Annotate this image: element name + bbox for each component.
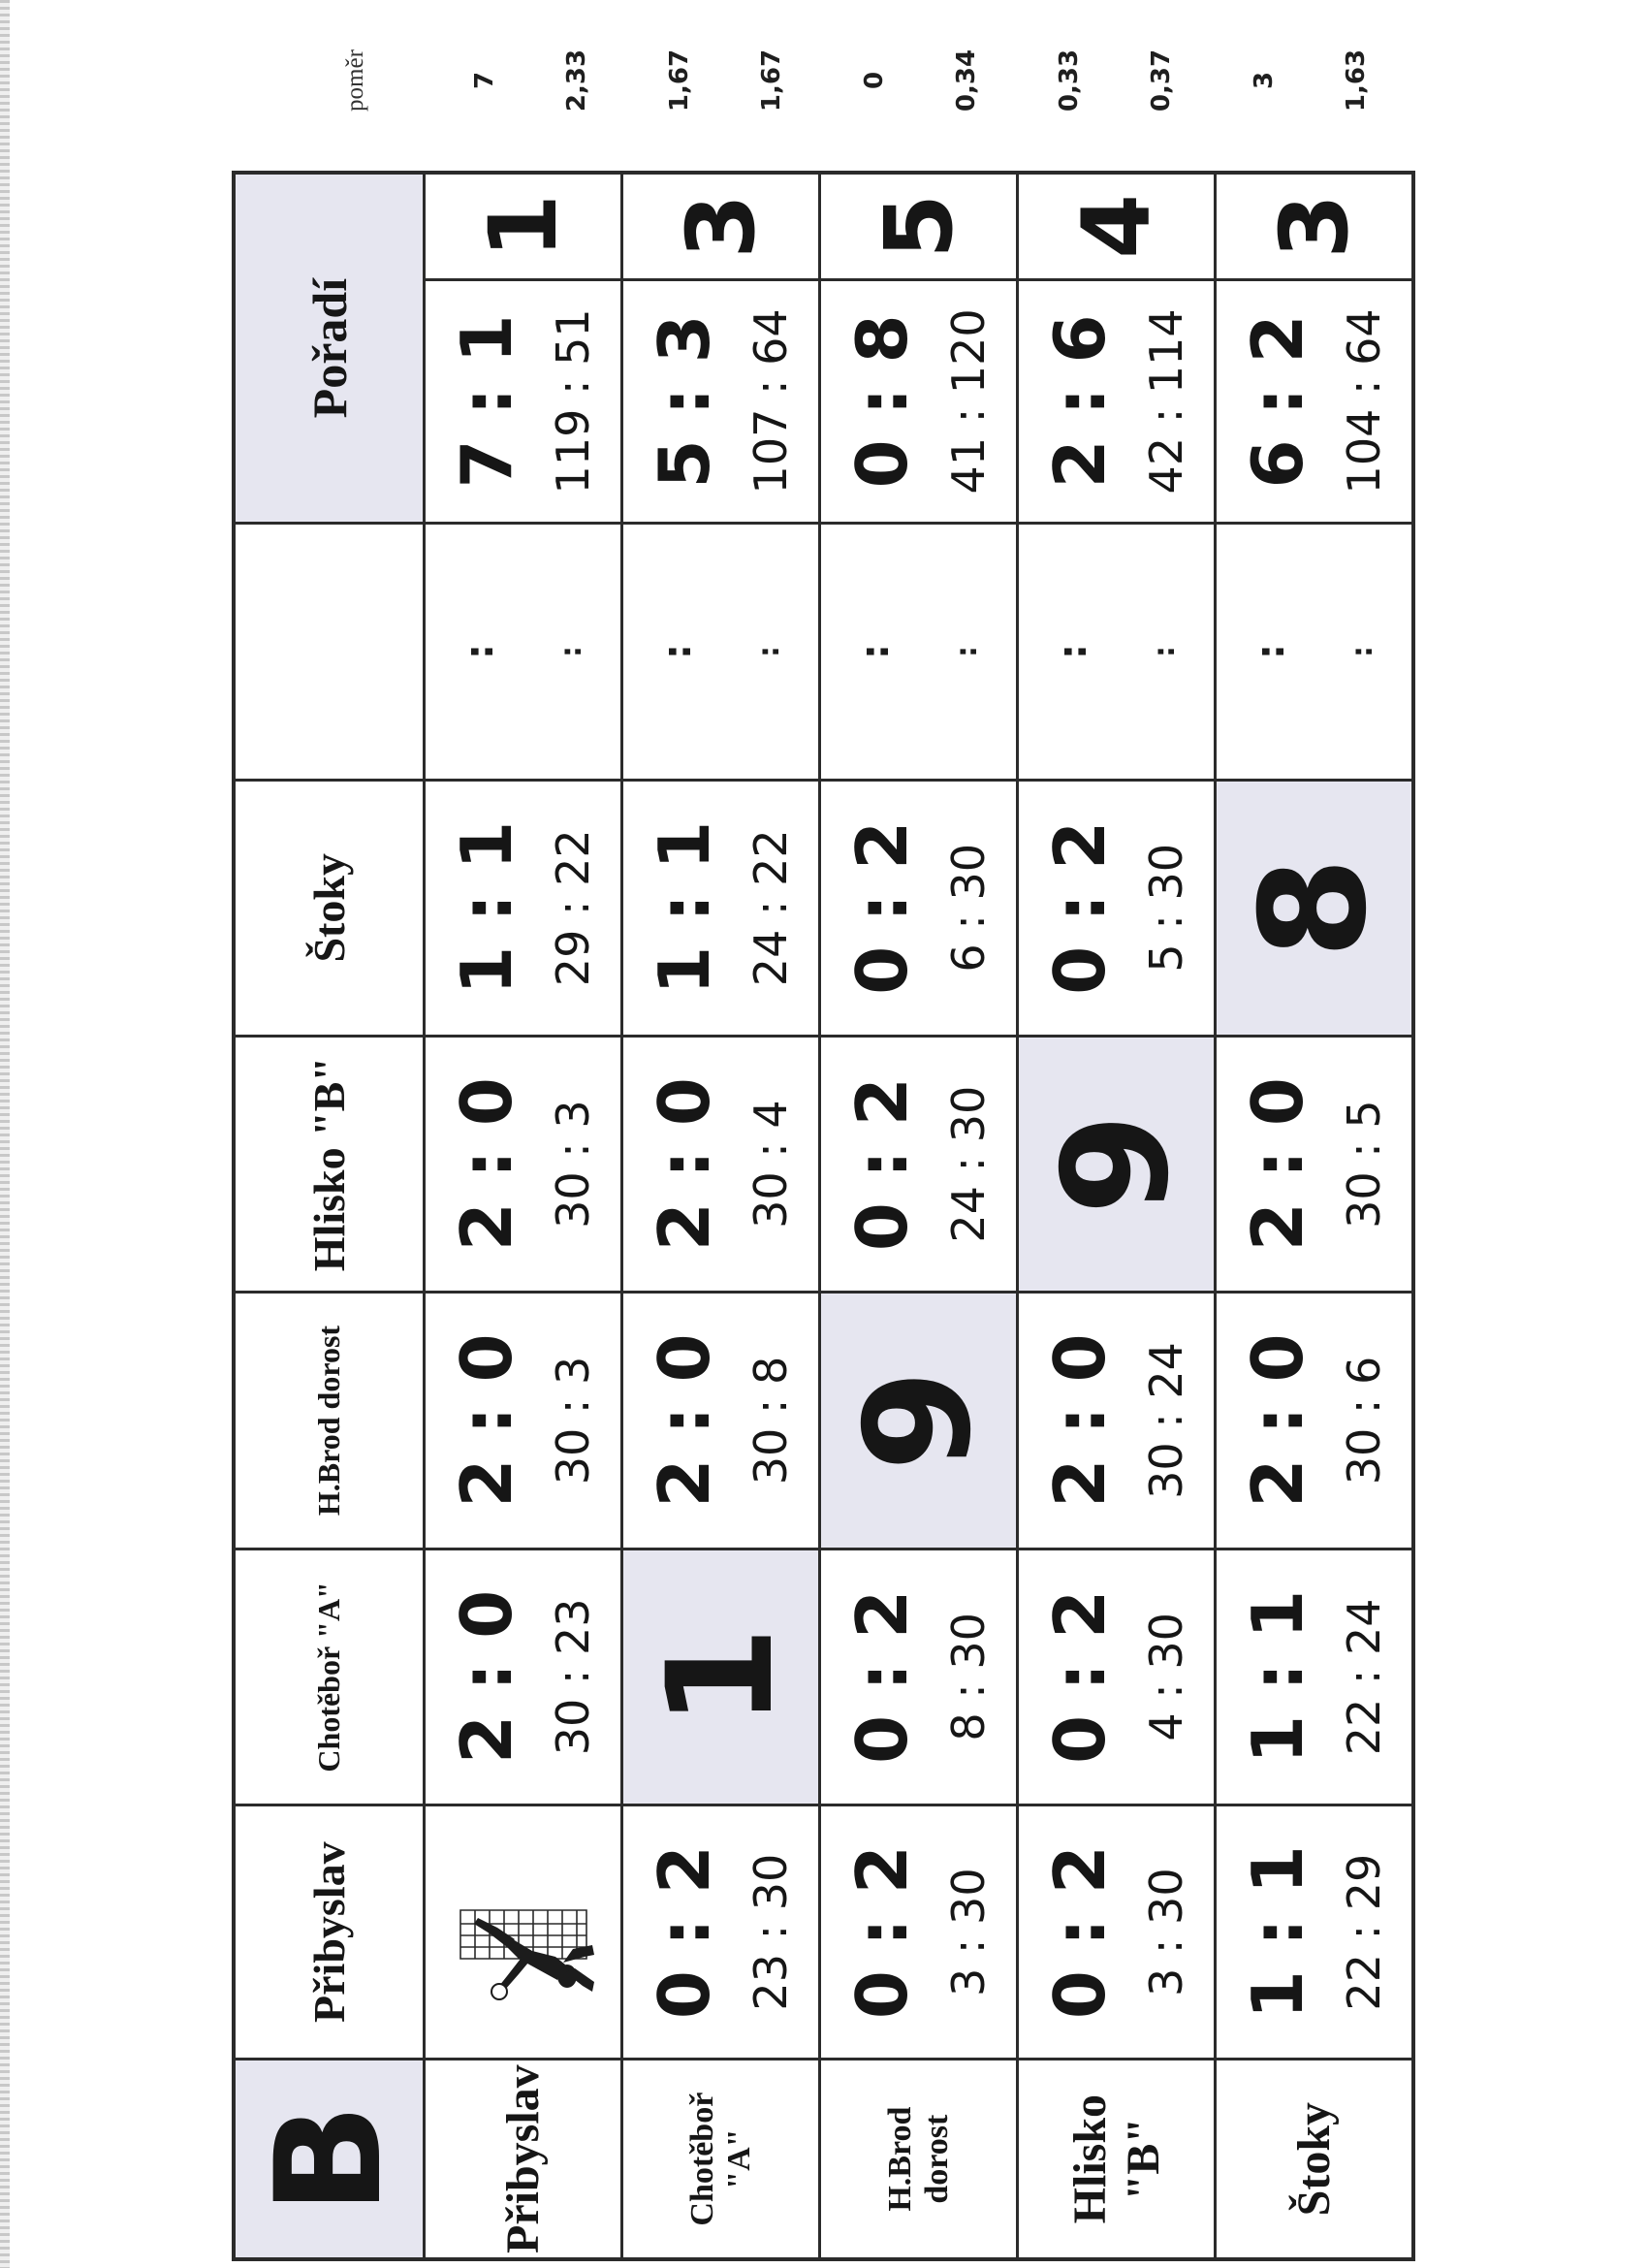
team-name: Štoky bbox=[1288, 2101, 1340, 2217]
point-score: 23 : 30 bbox=[744, 1853, 797, 2011]
diagonal-cell bbox=[1018, 1036, 1216, 1292]
blank-result bbox=[1019, 525, 1214, 778]
point-score: 24 : 22 bbox=[744, 829, 797, 987]
team-row bbox=[820, 173, 1018, 2259]
row-header bbox=[1216, 2060, 1414, 2259]
set-score: 0 : 2 bbox=[1038, 820, 1121, 995]
rank-number: 4 bbox=[1061, 193, 1171, 259]
match-result bbox=[426, 1294, 620, 1547]
point-score: 30 : 23 bbox=[546, 1598, 599, 1756]
set-score: 0 : 2 bbox=[840, 1845, 923, 2020]
col-header-chotebor-a: Chotěboř "A" bbox=[234, 1549, 425, 1805]
match-cell bbox=[1018, 1805, 1216, 2060]
blank-match-cell bbox=[622, 524, 820, 780]
match-cell bbox=[1216, 1549, 1414, 1805]
summary-result bbox=[821, 281, 1016, 523]
set-score: 2 : 0 bbox=[1236, 1077, 1318, 1252]
blank-sets: : bbox=[1248, 643, 1293, 659]
set-score: 1 : 1 bbox=[643, 820, 725, 995]
set-score: 0 : 2 bbox=[643, 1845, 725, 2020]
summary-result bbox=[1019, 281, 1214, 523]
blank-points: : bbox=[949, 645, 984, 657]
summary-result bbox=[623, 281, 818, 523]
blank-match-cell bbox=[425, 524, 622, 780]
rank-number: 3 bbox=[1259, 193, 1369, 259]
summary-cell bbox=[622, 279, 820, 524]
total-points: 107 : 64 bbox=[744, 308, 797, 495]
ratio-cell bbox=[808, 3, 1003, 158]
ratio-column bbox=[232, 3, 1395, 158]
team-name: H.Brod dorost bbox=[881, 2106, 955, 2212]
point-score: 22 : 29 bbox=[1337, 1853, 1390, 2011]
blank-match-cell bbox=[1216, 524, 1414, 780]
blank-result bbox=[426, 525, 620, 778]
point-score: 30 : 5 bbox=[1337, 1100, 1390, 1229]
team-row bbox=[425, 173, 622, 2259]
match-result bbox=[821, 1806, 1016, 2058]
set-score: 2 : 0 bbox=[1236, 1333, 1318, 1508]
diagonal-number: 9 bbox=[1031, 1113, 1201, 1215]
summary-cell bbox=[1018, 279, 1216, 524]
match-result bbox=[1217, 1038, 1411, 1291]
blank-result bbox=[1217, 525, 1411, 778]
point-ratio: 1,63 bbox=[1342, 48, 1371, 112]
match-result bbox=[623, 1038, 818, 1291]
team-name: Hlisko "B" bbox=[1063, 2093, 1169, 2224]
set-ratio: 1,67 bbox=[665, 48, 694, 112]
set-score: 2 : 0 bbox=[1038, 1333, 1121, 1508]
row-header bbox=[425, 2060, 622, 2259]
match-result bbox=[1217, 1806, 1411, 2058]
col-header-stoky: Štoky bbox=[234, 780, 425, 1036]
match-result bbox=[821, 782, 1016, 1035]
diagonal-number: 9 bbox=[834, 1369, 1003, 1472]
match-cell bbox=[820, 1036, 1018, 1292]
set-score: 2 : 0 bbox=[643, 1077, 725, 1252]
match-cell bbox=[820, 1805, 1018, 2060]
results-table bbox=[232, 171, 1415, 2261]
group-letter: B bbox=[244, 2103, 414, 2215]
set-ratio: 0 bbox=[860, 71, 889, 90]
rank-cell bbox=[1018, 173, 1216, 279]
col-header-pribyslav: Přibyslav bbox=[234, 1805, 425, 2060]
blank-match-cell bbox=[820, 524, 1018, 780]
set-score: 0 : 2 bbox=[840, 1077, 923, 1252]
total-points: 104 : 64 bbox=[1337, 308, 1390, 495]
point-score: 6 : 30 bbox=[941, 844, 995, 973]
rank-cell bbox=[820, 173, 1018, 279]
point-score: 30 : 8 bbox=[744, 1356, 797, 1485]
team-name: Přibyslav bbox=[497, 2064, 549, 2253]
ratio-cell bbox=[1198, 3, 1393, 158]
set-ratio: 0,33 bbox=[1055, 48, 1084, 112]
point-score: 29 : 22 bbox=[546, 829, 599, 987]
rank-number: 1 bbox=[468, 193, 578, 259]
set-score: 1 : 1 bbox=[1236, 1845, 1318, 2020]
point-score: 30 : 24 bbox=[1139, 1342, 1192, 1499]
summary-result bbox=[426, 281, 620, 523]
col-header-blank bbox=[234, 524, 425, 780]
ratio-cell bbox=[614, 3, 808, 158]
rank-cell bbox=[425, 173, 622, 279]
diagonal-number: 8 bbox=[1229, 857, 1399, 959]
rank-number: 5 bbox=[864, 193, 973, 259]
point-score: 24 : 30 bbox=[941, 1085, 995, 1243]
point-ratio: 0,37 bbox=[1147, 48, 1176, 112]
match-cell bbox=[1216, 1293, 1414, 1549]
total-points: 119 : 51 bbox=[546, 308, 599, 495]
match-result bbox=[426, 782, 620, 1035]
set-score: 0 : 2 bbox=[1038, 1589, 1121, 1764]
blank-match-cell bbox=[1018, 524, 1216, 780]
total-sets: 2 : 6 bbox=[1038, 314, 1121, 489]
summary-cell bbox=[425, 279, 622, 524]
set-score: 2 : 0 bbox=[445, 1077, 527, 1252]
match-cell bbox=[1018, 780, 1216, 1036]
blank-sets: : bbox=[457, 643, 502, 659]
match-cell bbox=[820, 780, 1018, 1036]
point-score: 5 : 30 bbox=[1139, 844, 1192, 973]
match-cell bbox=[1216, 1805, 1414, 2060]
summary-cell bbox=[820, 279, 1018, 524]
point-score: 4 : 30 bbox=[1139, 1613, 1192, 1741]
match-cell bbox=[622, 780, 820, 1036]
match-cell bbox=[622, 1036, 820, 1292]
blank-points: : bbox=[554, 645, 588, 657]
team-row bbox=[622, 173, 820, 2259]
point-score: 22 : 24 bbox=[1337, 1598, 1390, 1756]
blank-points: : bbox=[1345, 645, 1379, 657]
row-header bbox=[622, 2060, 820, 2259]
point-ratio: 1,67 bbox=[757, 48, 786, 112]
point-score: 30 : 3 bbox=[546, 1356, 599, 1485]
ratio-cell bbox=[1003, 3, 1198, 158]
volleyball-player-icon bbox=[451, 1850, 596, 2015]
set-score: 0 : 2 bbox=[1038, 1845, 1121, 2020]
total-sets: 7 : 1 bbox=[445, 314, 527, 489]
blank-sets: : bbox=[852, 643, 898, 659]
rank-number: 3 bbox=[666, 193, 776, 259]
blank-result bbox=[623, 525, 818, 778]
set-score: 2 : 0 bbox=[643, 1333, 725, 1508]
match-result bbox=[1019, 782, 1214, 1035]
rank-cell bbox=[622, 173, 820, 279]
diagonal-number: 1 bbox=[636, 1626, 806, 1728]
blank-sets: : bbox=[1050, 643, 1095, 659]
match-cell bbox=[820, 1549, 1018, 1805]
diagonal-cell bbox=[820, 1293, 1018, 1549]
match-result bbox=[1217, 1294, 1411, 1547]
match-cell bbox=[425, 780, 622, 1036]
set-ratio: 3 bbox=[1250, 71, 1279, 90]
col-header-hbrod-dorost: H.Brod dorost bbox=[234, 1293, 425, 1549]
match-cell bbox=[622, 1293, 820, 1549]
total-points: 42 : 114 bbox=[1139, 308, 1192, 495]
match-result bbox=[426, 1550, 620, 1804]
point-score: 3 : 30 bbox=[1139, 1868, 1192, 1996]
header-row bbox=[234, 173, 425, 2259]
pomer-label: poměr bbox=[342, 49, 368, 112]
point-score: 3 : 30 bbox=[941, 1868, 995, 1996]
set-score: 1 : 1 bbox=[1236, 1589, 1318, 1764]
point-ratio: 0,34 bbox=[952, 48, 981, 112]
summary-result bbox=[1217, 281, 1411, 523]
point-ratio: 2,33 bbox=[562, 48, 591, 112]
match-result bbox=[1217, 1550, 1411, 1804]
diagonal-cell bbox=[622, 1549, 820, 1805]
total-sets: 0 : 8 bbox=[840, 314, 923, 489]
match-result bbox=[1019, 1550, 1214, 1804]
team-name: Chotěboř "A" bbox=[683, 2092, 757, 2226]
match-cell bbox=[425, 1293, 622, 1549]
rank-cell bbox=[1216, 173, 1414, 279]
match-cell bbox=[1018, 1549, 1216, 1805]
point-score: 30 : 6 bbox=[1337, 1356, 1390, 1485]
point-score: 30 : 3 bbox=[546, 1100, 599, 1229]
match-result bbox=[821, 1038, 1016, 1291]
match-result bbox=[623, 1806, 818, 2058]
match-cell bbox=[1018, 1293, 1216, 1549]
point-score: 30 : 4 bbox=[744, 1100, 797, 1229]
col-header-hlisko-b: Hlisko "B" bbox=[234, 1036, 425, 1292]
set-score: 2 : 0 bbox=[445, 1333, 527, 1508]
diagonal-image-cell bbox=[425, 1805, 622, 2060]
match-cell bbox=[622, 1805, 820, 2060]
match-result bbox=[623, 782, 818, 1035]
row-header bbox=[1018, 2060, 1216, 2259]
blank-sets: : bbox=[654, 643, 700, 659]
match-result bbox=[1019, 1294, 1214, 1547]
total-points: 41 : 120 bbox=[941, 308, 995, 495]
set-score: 0 : 2 bbox=[840, 1589, 923, 1764]
blank-points: : bbox=[751, 645, 786, 657]
point-score: 8 : 30 bbox=[941, 1613, 995, 1741]
ratio-cell bbox=[419, 3, 614, 158]
blank-result bbox=[821, 525, 1016, 778]
diagonal-cell bbox=[1216, 780, 1414, 1036]
total-sets: 5 : 3 bbox=[643, 314, 725, 489]
summary-cell bbox=[1216, 279, 1414, 524]
match-result bbox=[821, 1550, 1016, 1804]
total-sets: 6 : 2 bbox=[1236, 314, 1318, 489]
team-row bbox=[1018, 173, 1216, 2259]
set-score: 2 : 0 bbox=[445, 1589, 527, 1764]
match-result bbox=[426, 1038, 620, 1291]
match-cell bbox=[425, 1549, 622, 1805]
match-cell bbox=[1216, 1036, 1414, 1292]
blank-points: : bbox=[1147, 645, 1182, 657]
match-result bbox=[623, 1294, 818, 1547]
set-score: 0 : 2 bbox=[840, 820, 923, 995]
group-cell bbox=[234, 2060, 425, 2259]
match-cell bbox=[425, 1036, 622, 1292]
set-ratio: 7 bbox=[470, 71, 499, 90]
set-score: 1 : 1 bbox=[445, 820, 527, 995]
match-result bbox=[1019, 1806, 1214, 2058]
team-row bbox=[1216, 173, 1414, 2259]
row-header bbox=[820, 2060, 1018, 2259]
col-header-poradi: Pořadí bbox=[234, 173, 425, 524]
